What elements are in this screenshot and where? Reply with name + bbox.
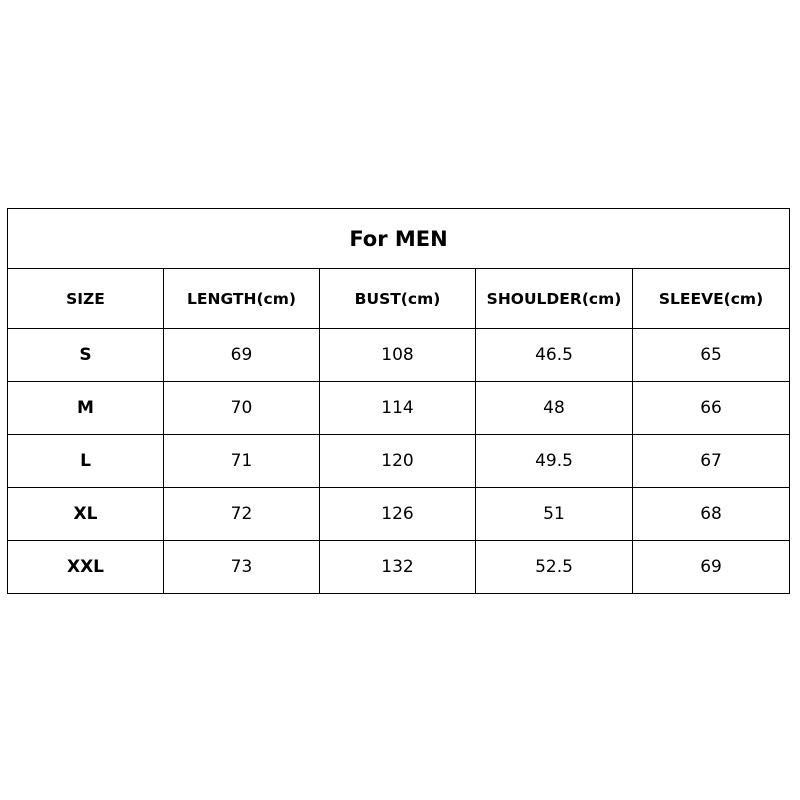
- header-size: SIZE: [8, 269, 164, 329]
- bust-cell: 132: [320, 541, 476, 594]
- sleeve-cell: 69: [633, 541, 790, 594]
- shoulder-cell: 49.5: [476, 435, 633, 488]
- bust-cell: 108: [320, 329, 476, 382]
- table-row: [8, 382, 790, 435]
- table-row: [8, 329, 790, 382]
- bust-cell: 126: [320, 488, 476, 541]
- sleeve-cell: 68: [633, 488, 790, 541]
- bust-cell: 114: [320, 382, 476, 435]
- shoulder-cell: 51: [476, 488, 633, 541]
- table-row: [8, 541, 790, 594]
- header-sleeve: SLEEVE(cm): [633, 269, 790, 329]
- header-length: LENGTH(cm): [164, 269, 320, 329]
- size-cell: S: [8, 329, 164, 382]
- length-cell: 72: [164, 488, 320, 541]
- shoulder-cell: 46.5: [476, 329, 633, 382]
- header-bust: BUST(cm): [320, 269, 476, 329]
- table-row: [8, 488, 790, 541]
- length-cell: 69: [164, 329, 320, 382]
- table-row: [8, 435, 790, 488]
- length-cell: 70: [164, 382, 320, 435]
- length-cell: 73: [164, 541, 320, 594]
- size-cell: XXL: [8, 541, 164, 594]
- shoulder-cell: 48: [476, 382, 633, 435]
- shoulder-cell: 52.5: [476, 541, 633, 594]
- table-title: For MEN: [8, 209, 790, 269]
- size-cell: M: [8, 382, 164, 435]
- sleeve-cell: 67: [633, 435, 790, 488]
- bust-cell: 120: [320, 435, 476, 488]
- header-row: [8, 269, 790, 329]
- length-cell: 71: [164, 435, 320, 488]
- sleeve-cell: 66: [633, 382, 790, 435]
- title-row: [8, 209, 790, 269]
- size-cell: XL: [8, 488, 164, 541]
- size-cell: L: [8, 435, 164, 488]
- header-shoulder: SHOULDER(cm): [476, 269, 633, 329]
- sleeve-cell: 65: [633, 329, 790, 382]
- size-chart-table: [7, 208, 790, 594]
